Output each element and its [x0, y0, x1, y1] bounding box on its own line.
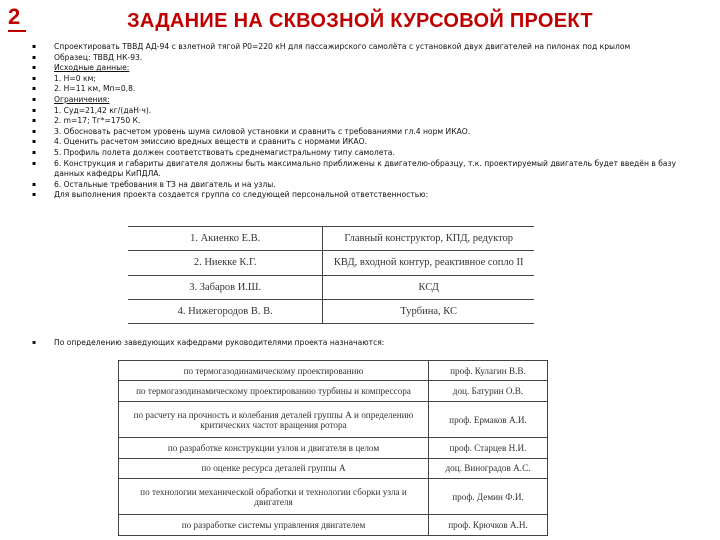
table-cell: по расчету на прочность и колебания деталей группы А и определению критических частот вращения ротора [119, 401, 429, 437]
table-cell: проф. Демин Ф.И. [429, 479, 548, 515]
table-cell: проф. Крючков А.Н. [429, 515, 548, 536]
table-cell: доц. Виноградов А.С. [429, 458, 548, 478]
task-bullet-list [32, 42, 702, 201]
table-row [119, 479, 548, 515]
list-item: ▪ 1. Н=0 км; [32, 74, 702, 85]
table-cell: КВД, входной контур, реактивное сопло II [323, 251, 534, 275]
table-row [119, 401, 548, 437]
section-heading: Ограничения: [54, 94, 110, 104]
table-cell: по разработке конструкции узлов и двигателя в целом [119, 438, 429, 458]
table-cell: 4. Нижегородов В. В. [128, 299, 323, 323]
table-cell: по технологии механической обработки и технологии сборки узла и двигателя [119, 479, 429, 515]
table-row [119, 458, 548, 478]
table-cell: 3. Забаров И.Ш. [128, 275, 323, 299]
table-cell: КСД [323, 275, 534, 299]
list-item: ▪ 4. Оценить расчетом эмиссию вредных веществ и сравнить с нормами ИКАО. [32, 137, 702, 148]
table-cell: проф. Кулагин В.В. [429, 361, 548, 381]
table-cell: по термогазодинамическому проектированию турбины и компрессора [119, 381, 429, 401]
table-row [119, 381, 548, 401]
list-item: ▪ Образец: ТВВД НК-93. [32, 53, 702, 64]
table-cell: проф. Старцев Н.И. [429, 438, 548, 458]
table-cell: Главный конструктор, КПД, редуктор [323, 227, 534, 251]
list-item: ▪ Спроектировать ТВВД АД-94 с взлетной тягой Р0=220 кН для пассажирского самолёта с установкой двух двигателей на пилонах под крылом [32, 42, 702, 53]
list-item [32, 63, 702, 74]
list-item: ▪ 2. Н=11 км, Мп=0,8. [32, 84, 702, 95]
table-row [119, 515, 548, 536]
table-row [128, 251, 534, 275]
heads-table [118, 360, 548, 536]
table-cell: Турбина, КС [323, 299, 534, 323]
table-cell: 2. Ниекке К.Г. [128, 251, 323, 275]
list-item: ▪ 6. Конструкция и габариты двигателя должны быть максимально приближены к двигателю-образцу, т.к. проектируемый двигатель будет введён в базу данных кафедры КиПДЛА. [32, 159, 702, 180]
table-cell: по термогазодинамическому проектированию [119, 361, 429, 381]
section-heading: Исходные данные: [54, 63, 130, 73]
page-title: ЗАДАНИЕ НА СКВОЗНОЙ КУРСОВОЙ ПРОЕКТ [127, 10, 593, 32]
list-item [32, 95, 702, 106]
table-cell: доц. Батурин О.В. [429, 381, 548, 401]
table-row [128, 299, 534, 323]
heads-table-scan [118, 360, 548, 536]
slide-number: 2 [8, 4, 21, 29]
list-item: ▪ 3. Обосновать расчетом уровень шума силовой установки и сравнить с требованиями гл.4 норм ИКАО. [32, 127, 702, 138]
list-item: ▪ Для выполнения проекта создается группа со следующей персональной ответственностью: [32, 190, 702, 201]
team-table [128, 226, 534, 324]
table-cell: 1. Акиенко Е.В. [128, 227, 323, 251]
list-item: ▪ 2. m=17; Tг*=1750 К. [32, 116, 702, 127]
list-item: ▪ 6. Остальные требования в ТЗ на двигатель и на узлы. [32, 180, 702, 191]
slide-number-underline [8, 30, 26, 32]
table-cell: проф. Ермаков А.И. [429, 401, 548, 437]
table-row [119, 361, 548, 381]
table-row [119, 438, 548, 458]
list-item: ▪ 1. Суд=21,42 кг/(даН·ч). [32, 106, 702, 117]
list-item: ▪ 5. Профиль полета должен соответствовать среднемагистральному типу самолета. [32, 148, 702, 159]
table-row [128, 275, 534, 299]
list-item: ▪ По определению заведующих кафедрами руководителями проекта назначаются: [32, 338, 720, 348]
table-row [128, 227, 534, 251]
table-cell: по оценке ресурса деталей группы А [119, 458, 429, 478]
team-table-scan [128, 226, 534, 324]
table-cell: по разработке системы управления двигателем [119, 515, 429, 536]
